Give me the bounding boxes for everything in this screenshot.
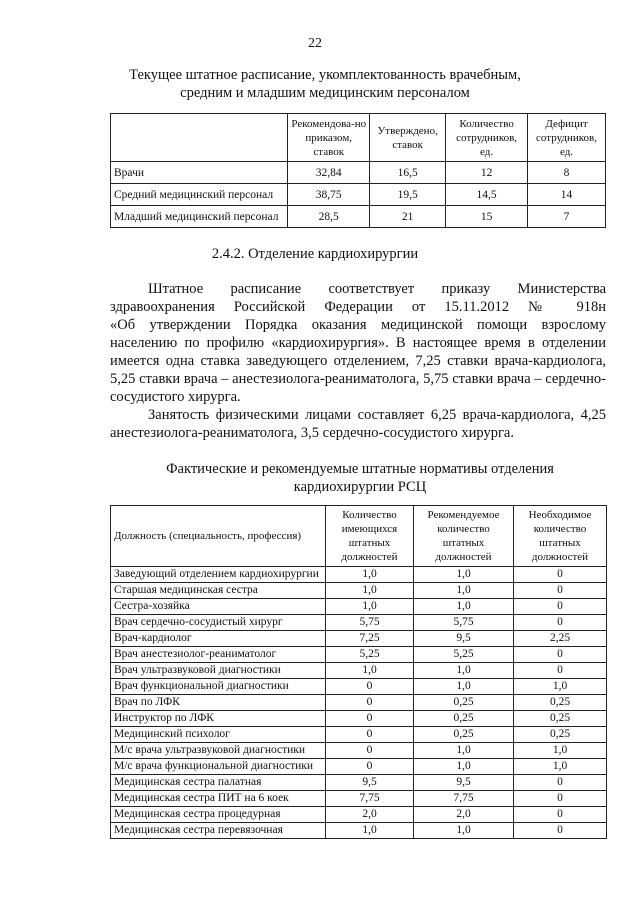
row-label-cell: Врач анестезиолог-реаниматолог bbox=[111, 647, 326, 663]
table2-row bbox=[111, 663, 607, 679]
paragraph-line bbox=[110, 280, 606, 298]
paragraph-word: Российской bbox=[233, 299, 306, 315]
value-cell: 32,84 bbox=[288, 162, 370, 184]
paragraph-word: приказу bbox=[441, 281, 491, 297]
section-heading: 2.4.2. Отделение кардиохирургии bbox=[211, 246, 419, 262]
paragraph-word: Штатное bbox=[148, 281, 204, 297]
table2-row bbox=[111, 743, 607, 759]
value-cell: 0 bbox=[514, 583, 607, 599]
table2-title: Фактические и рекомендуемые штатные нормативы отделения кардиохирургии РСЦ bbox=[166, 461, 554, 495]
table2-row bbox=[111, 647, 607, 663]
paragraph-line bbox=[110, 298, 606, 316]
value-cell: 9,5 bbox=[414, 775, 514, 791]
table2-row bbox=[111, 695, 607, 711]
value-cell: 0,25 bbox=[514, 727, 607, 743]
staffing-table bbox=[110, 113, 606, 228]
value-cell: 28,5 bbox=[288, 206, 370, 228]
value-cell: 0,25 bbox=[514, 711, 607, 727]
value-cell: 1,0 bbox=[414, 679, 514, 695]
paragraph-word: 918н bbox=[576, 299, 606, 315]
value-cell: 0 bbox=[326, 727, 414, 743]
value-cell: 5,25 bbox=[414, 647, 514, 663]
value-cell: 1,0 bbox=[326, 823, 414, 839]
table1-header-cell: Количество сотрудников, ед. bbox=[446, 114, 528, 162]
value-cell: 2,25 bbox=[514, 631, 607, 647]
row-label-cell: Медицинская сестра палатная bbox=[111, 775, 326, 791]
value-cell: 1,0 bbox=[414, 743, 514, 759]
value-cell: 2,0 bbox=[326, 807, 414, 823]
table2-row bbox=[111, 823, 607, 839]
value-cell: 1,0 bbox=[514, 743, 607, 759]
table1-header-cell bbox=[111, 114, 288, 162]
table1-title: Текущее штатное расписание, укомплектованность врачебным, средним и младшим медицинским персоналом bbox=[129, 67, 521, 101]
table1-row bbox=[111, 162, 606, 184]
table1-row bbox=[111, 184, 606, 206]
table2-row bbox=[111, 615, 607, 631]
table2-header-cell: Рекомендуемое количество штатных должностей bbox=[414, 506, 514, 567]
value-cell: 8 bbox=[528, 162, 606, 184]
value-cell: 38,75 bbox=[288, 184, 370, 206]
table2-row bbox=[111, 759, 607, 775]
value-cell: 16,5 bbox=[370, 162, 446, 184]
value-cell: 0 bbox=[514, 567, 607, 583]
value-cell: 5,75 bbox=[326, 615, 414, 631]
row-label-cell: Старшая медицинская сестра bbox=[111, 583, 326, 599]
value-cell: 0 bbox=[326, 711, 414, 727]
value-cell: 0 bbox=[326, 759, 414, 775]
value-cell: 14,5 bbox=[446, 184, 528, 206]
value-cell: 1,0 bbox=[414, 567, 514, 583]
table2-row bbox=[111, 567, 607, 583]
value-cell: 1,0 bbox=[414, 599, 514, 615]
page-number: 22 bbox=[308, 36, 322, 51]
paragraph-word: соответствует bbox=[328, 281, 415, 297]
value-cell: 15 bbox=[446, 206, 528, 228]
value-cell: 0 bbox=[514, 599, 607, 615]
value-cell: 9,5 bbox=[414, 631, 514, 647]
norms-table bbox=[110, 505, 607, 839]
value-cell: 9,5 bbox=[326, 775, 414, 791]
row-label-cell: Врач по ЛФК bbox=[111, 695, 326, 711]
row-label-cell: Медицинская сестра ПИТ на 6 коек bbox=[111, 791, 326, 807]
row-label-cell: Средний медицинский персонал bbox=[111, 184, 288, 206]
row-label-cell: Врач сердечно-сосудистый хирург bbox=[111, 615, 326, 631]
table1-header-cell: Утверждено, ставок bbox=[370, 114, 446, 162]
table2-row bbox=[111, 631, 607, 647]
table2-row bbox=[111, 807, 607, 823]
value-cell: 1,0 bbox=[326, 567, 414, 583]
paragraph-word: от bbox=[411, 299, 426, 315]
table2-header-cell: Количество имеющихся штатных должностей bbox=[326, 506, 414, 567]
value-cell: 0 bbox=[514, 647, 607, 663]
value-cell: 0 bbox=[514, 791, 607, 807]
value-cell: 0 bbox=[514, 615, 607, 631]
value-cell: 0,25 bbox=[414, 695, 514, 711]
value-cell: 0 bbox=[326, 695, 414, 711]
value-cell: 14 bbox=[528, 184, 606, 206]
paragraph-text: «Об утверждении Порядка оказания медицинской помощи взрослому населению по профилю «кардиохирургия». В настоящее время в отделении имеется одна ставка заведующего отделением, 7,25 ставки врача-кардиолога, 5,25 ставки врача – анестезиолога-реаниматолога, 5,75 ставки врача – сердечно-сосудистого хирурга. bbox=[110, 317, 606, 405]
paragraph-text: Занятость физическими лицами составляет 6,25 врача-кардиолога, 4,25 анестезиолога-реаниматолога, 3,5 сердечно-сосудистого хирурга. bbox=[110, 407, 606, 441]
value-cell: 12 bbox=[446, 162, 528, 184]
table2-header-cell: Необходимое количество штатных должностей bbox=[514, 506, 607, 567]
value-cell: 0 bbox=[326, 743, 414, 759]
value-cell: 1,0 bbox=[414, 823, 514, 839]
value-cell: 7,25 bbox=[326, 631, 414, 647]
row-label-cell: Врач-кардиолог bbox=[111, 631, 326, 647]
table2-row bbox=[111, 791, 607, 807]
paragraph-word: Министерства bbox=[517, 281, 607, 297]
value-cell: 0,25 bbox=[414, 711, 514, 727]
table2-row bbox=[111, 679, 607, 695]
table2-row bbox=[111, 727, 607, 743]
value-cell: 5,75 bbox=[414, 615, 514, 631]
value-cell: 0 bbox=[514, 663, 607, 679]
row-label-cell: Сестра-хозяйка bbox=[111, 599, 326, 615]
row-label-cell: Инструктор по ЛФК bbox=[111, 711, 326, 727]
paragraph-word: расписание bbox=[230, 281, 302, 297]
value-cell: 7,75 bbox=[414, 791, 514, 807]
value-cell: 7 bbox=[528, 206, 606, 228]
value-cell: 7,75 bbox=[326, 791, 414, 807]
row-label-cell: Младший медицинский персонал bbox=[111, 206, 288, 228]
row-label-cell: Медицинская сестра процедурная bbox=[111, 807, 326, 823]
value-cell: 5,25 bbox=[326, 647, 414, 663]
value-cell: 1,0 bbox=[414, 663, 514, 679]
value-cell: 0,25 bbox=[414, 727, 514, 743]
table1-header-cell: Рекомендова-но приказом, ставок bbox=[288, 114, 370, 162]
paragraph-word: 15.11.2012 bbox=[444, 299, 510, 315]
value-cell: 1,0 bbox=[326, 663, 414, 679]
value-cell: 1,0 bbox=[326, 599, 414, 615]
row-label-cell: Врачи bbox=[111, 162, 288, 184]
value-cell: 0,25 bbox=[514, 695, 607, 711]
value-cell: 1,0 bbox=[414, 759, 514, 775]
row-label-cell: Медицинский психолог bbox=[111, 727, 326, 743]
value-cell: 19,5 bbox=[370, 184, 446, 206]
row-label-cell: Медицинская сестра перевязочная bbox=[111, 823, 326, 839]
table1-header-cell: Дефицит сотрудников, ед. bbox=[528, 114, 606, 162]
row-label-cell: М/с врача ультразвуковой диагностики bbox=[111, 743, 326, 759]
table2-row bbox=[111, 711, 607, 727]
row-label-cell: М/с врача функциональной диагностики bbox=[111, 759, 326, 775]
table1-header-row bbox=[111, 114, 606, 162]
table2-header-row bbox=[111, 506, 607, 567]
value-cell: 0 bbox=[326, 679, 414, 695]
paragraph-word: здравоохранения bbox=[110, 299, 215, 315]
value-cell: 1,0 bbox=[326, 583, 414, 599]
paragraph-word: Федерации bbox=[324, 299, 393, 315]
row-label-cell: Врач функциональной диагностики bbox=[111, 679, 326, 695]
value-cell: 2,0 bbox=[414, 807, 514, 823]
table2-row bbox=[111, 599, 607, 615]
value-cell: 0 bbox=[514, 775, 607, 791]
row-label-cell: Заведующий отделением кардиохирургии bbox=[111, 567, 326, 583]
value-cell: 0 bbox=[514, 823, 607, 839]
row-label-cell: Врач ультразвуковой диагностики bbox=[111, 663, 326, 679]
table2-row bbox=[111, 775, 607, 791]
table2-row bbox=[111, 583, 607, 599]
value-cell: 1,0 bbox=[414, 583, 514, 599]
value-cell: 1,0 bbox=[514, 759, 607, 775]
table2-header-cell: Должность (специальность, профессия) bbox=[111, 506, 326, 567]
table1-row bbox=[111, 206, 606, 228]
paragraph-word: № bbox=[528, 299, 558, 315]
value-cell: 0 bbox=[514, 807, 607, 823]
value-cell: 1,0 bbox=[514, 679, 607, 695]
value-cell: 21 bbox=[370, 206, 446, 228]
